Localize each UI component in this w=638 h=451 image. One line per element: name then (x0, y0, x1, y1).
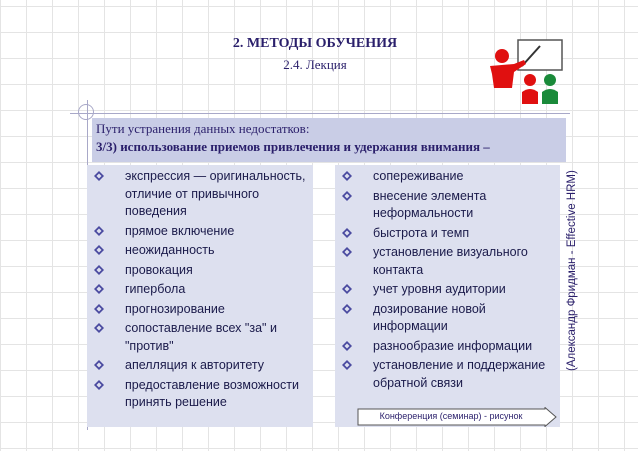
right-list (335, 168, 559, 394)
banner-intro-text: Пути устранения данных недостатков: (96, 121, 310, 136)
list-item: внесение элемента неформальности (335, 188, 559, 223)
list-item: быстрота и темп (335, 225, 559, 243)
intro-banner (92, 118, 566, 162)
diamond-bullet-icon (94, 380, 104, 390)
diamond-bullet-icon (94, 304, 104, 314)
diamond-bullet-icon (94, 245, 104, 255)
right-column (335, 165, 560, 427)
author-credit (566, 160, 586, 382)
list-item: провокация (87, 262, 311, 280)
list-item: учет уровня аудитории (335, 281, 559, 299)
banner-heading-text: 3/3) использование приемов привлечения и удержания внимания – (96, 139, 490, 154)
author-credit-text: (Александр Фридман - Effective HRM) (566, 170, 578, 372)
diamond-bullet-icon (94, 323, 104, 333)
list-item: разнообразие информации (335, 338, 559, 356)
page-title: 2. МЕТОДЫ ОБУЧЕНИЯ (232, 36, 398, 51)
footer-arrow-label: Конференция (семинар) - рисунок (379, 411, 523, 421)
diamond-bullet-icon (342, 228, 352, 238)
diamond-bullet-icon (94, 265, 104, 275)
diamond-bullet-icon (342, 360, 352, 370)
list-item: установление визуального контакта (335, 244, 559, 279)
list-item: гипербола (87, 281, 311, 299)
list-item: неожиданность (87, 242, 311, 260)
list-item: прогнозирование (87, 301, 311, 319)
list-item: предоставление возможности принять решение (87, 377, 311, 412)
diamond-bullet-icon (342, 341, 352, 351)
diamond-bullet-icon (342, 171, 352, 181)
diamond-bullet-icon (342, 284, 352, 294)
diamond-bullet-icon (94, 284, 104, 294)
list-item: экспрессия — оригинальность, отличие от привычного поведения (87, 168, 311, 221)
list-item: дозирование новой информации (335, 301, 559, 336)
diamond-bullet-icon (342, 304, 352, 314)
list-item: прямое включение (87, 223, 311, 241)
list-item: сопереживание (335, 168, 559, 186)
list-item: установление и поддержание обратной связи (335, 357, 559, 392)
diamond-bullet-icon (342, 247, 352, 257)
diamond-bullet-icon (94, 360, 104, 370)
teacher-with-pointer-icon (484, 38, 564, 106)
horizontal-rule (70, 113, 570, 114)
list-item: сопоставление всех "за" и "против" (87, 320, 311, 355)
page-subtitle: 2.4. Лекция (283, 57, 347, 72)
list-item: апелляция к авторитету (87, 357, 311, 375)
left-column (87, 165, 313, 427)
left-list (87, 168, 311, 414)
diamond-bullet-icon (342, 191, 352, 201)
diamond-bullet-icon (94, 226, 104, 236)
diamond-bullet-icon (94, 171, 104, 181)
